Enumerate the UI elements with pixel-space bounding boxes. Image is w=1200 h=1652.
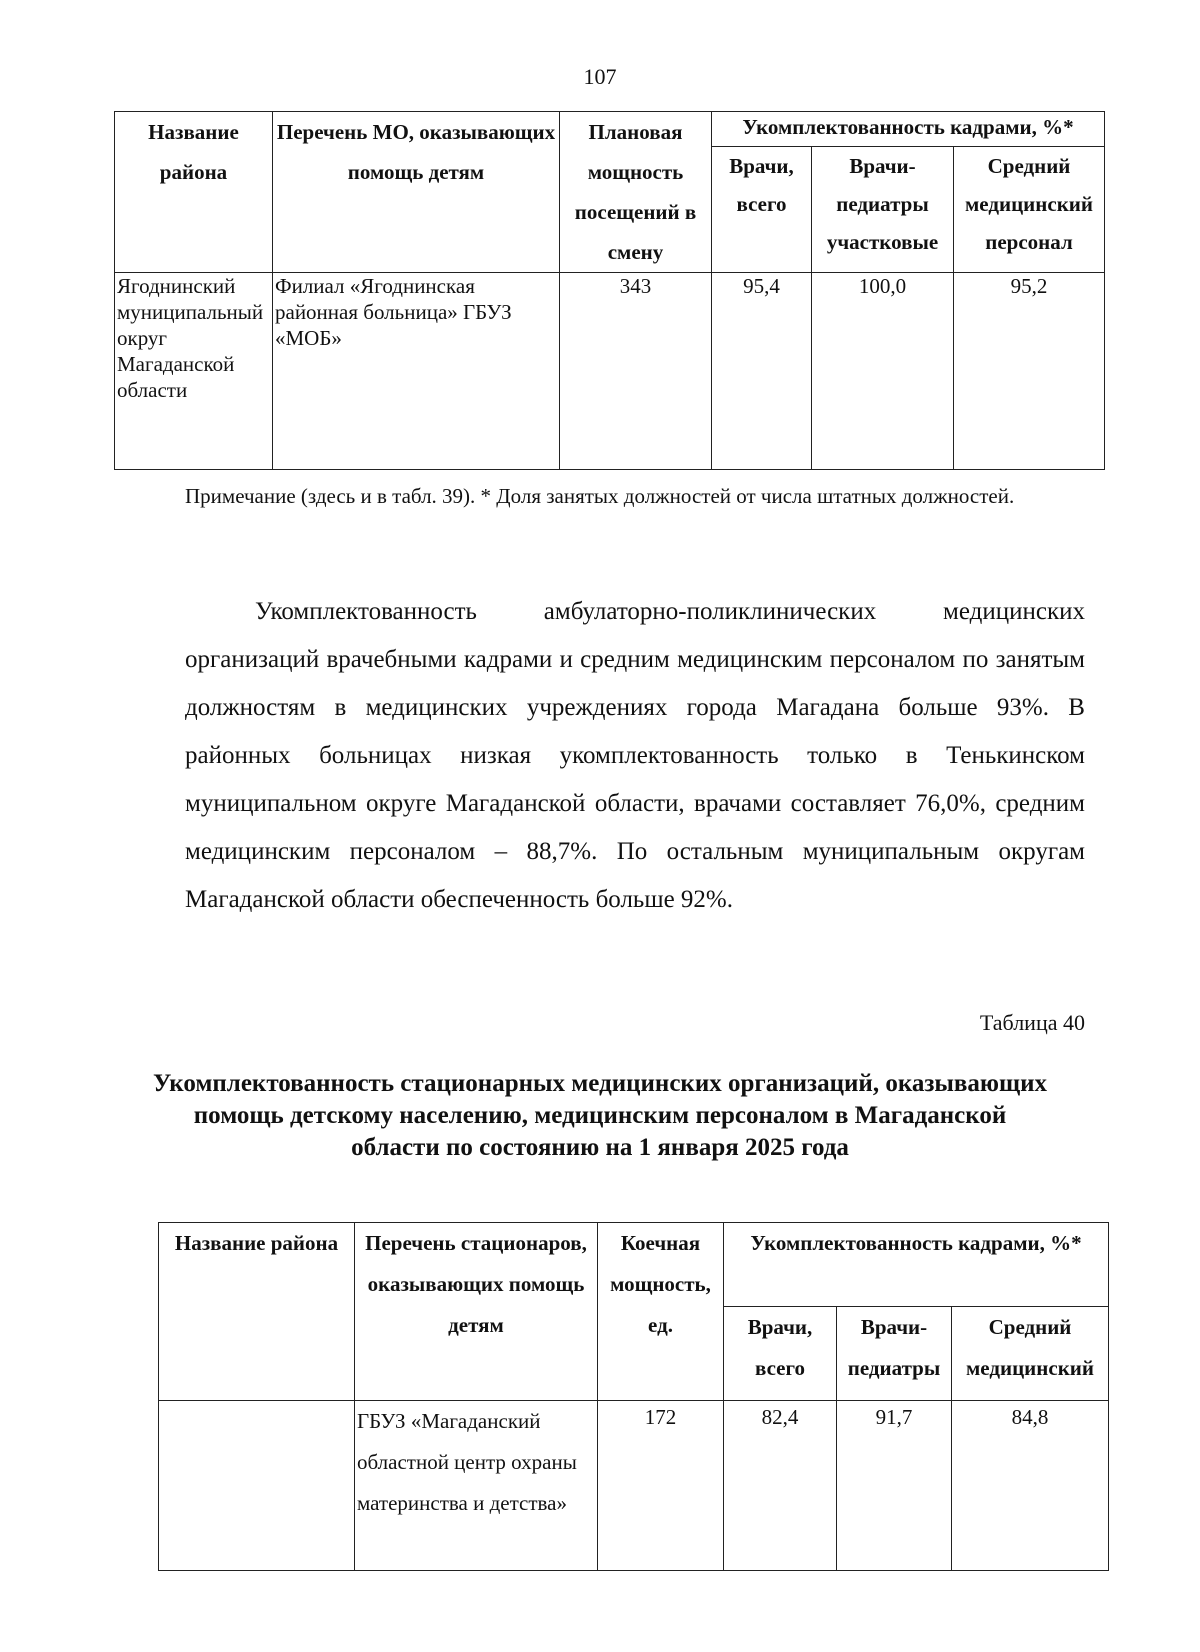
header-beds: Коечная мощность, ед. xyxy=(598,1223,724,1401)
cell-capacity: 343 xyxy=(560,273,712,470)
header-staffing: Укомплектованность кадрами, %* xyxy=(712,112,1105,147)
table-label: Таблица 40 xyxy=(979,1010,1085,1035)
cell-beds: 172 xyxy=(598,1401,724,1571)
cell-doctors-total: 95,4 xyxy=(712,273,812,470)
header-pediatricians: Врачи-педиатры участковые xyxy=(812,147,954,273)
header-district: Название района xyxy=(115,112,273,273)
cell-district: Ягоднинский муниципальный округ Магаданской области xyxy=(115,273,273,470)
table-title: Укомплектованность стационарных медицинских организаций, оказывающих помощь детскому населению, медицинским персоналом в Магаданской области по состоянию на 1 января 2025 года xyxy=(152,1070,1048,1161)
cell-nurses: 84,8 xyxy=(952,1401,1109,1571)
body-paragraph: Укомплектованность амбулаторно-поликлинических медицинских организаций врачебными кадрами и средним медицинским персоналом по занятым должностям в медицинских учреждениях города Магадана больше 93%. В районных больницах низкая укомплектованность только в Тенькинском муниципальном округе Магаданской области, врачами составляет 76,0%, средним медицинским персоналом – 88,7%. По остальным муниципальным округам Магаданской области обеспеченность больше 92%. xyxy=(185,598,1085,913)
cell-mo: Филиал «Ягоднинская районная больница» ГБУЗ «МОБ» xyxy=(273,273,560,470)
cell-pediatricians: 100,0 xyxy=(812,273,954,470)
cell-doctors-total: 82,4 xyxy=(724,1401,837,1571)
page-number: 107 xyxy=(583,64,617,89)
header-doctors-total: Врачи, всего xyxy=(724,1307,837,1401)
header-district: Название района xyxy=(159,1223,355,1401)
cell-district xyxy=(159,1401,355,1571)
cell-nurses: 95,2 xyxy=(954,273,1105,470)
header-staffing: Укомплектованность кадрами, %* xyxy=(724,1223,1109,1307)
header-doctors-total: Врачи, всего xyxy=(712,147,812,273)
cell-hospital: ГБУЗ «Магаданский областной центр охраны материнства и детства» xyxy=(355,1401,598,1571)
header-nurses: Средний медицинский xyxy=(952,1307,1109,1401)
header-capacity: Плановая мощность посещений в смену xyxy=(560,112,712,273)
staffing-table-outpatient xyxy=(114,111,1105,470)
header-mo-list: Перечень МО, оказывающих помощь детям xyxy=(273,112,560,273)
table-note: Примечание (здесь и в табл. 39). * Доля занятых должностей от числа штатных должностей. xyxy=(185,484,1015,508)
header-hospitals: Перечень стационаров, оказывающих помощь детям xyxy=(355,1223,598,1401)
header-nurses: Средний медицинский персонал xyxy=(954,147,1105,273)
staffing-table-inpatient xyxy=(158,1222,1109,1571)
cell-pediatricians: 91,7 xyxy=(837,1401,952,1571)
header-pediatricians: Врачи-педиатры xyxy=(837,1307,952,1401)
